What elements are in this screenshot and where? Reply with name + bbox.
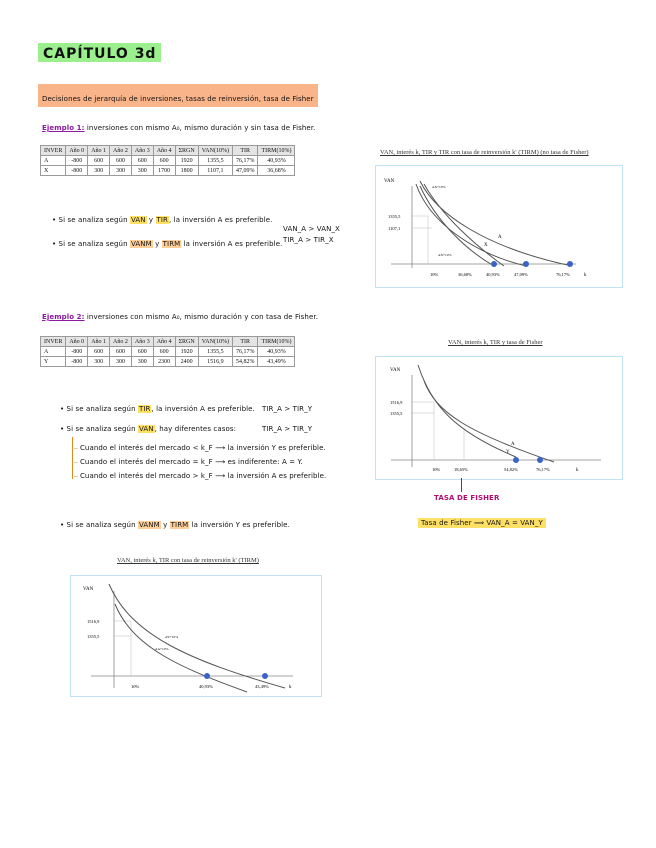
example1-side-note-1: VAN_A > VAN_X xyxy=(283,225,340,233)
x-tick-label: 47,09% xyxy=(514,272,528,277)
table-header: Año 2 xyxy=(110,146,132,156)
table-cell: -800 xyxy=(66,166,88,176)
curve-y xyxy=(418,365,516,457)
table-header: VAN(10%) xyxy=(198,337,232,347)
fisher-label: TASA DE FISHER xyxy=(434,494,500,502)
table-cell: 600 xyxy=(131,347,153,357)
note-text: la inversión Y es preferible. xyxy=(189,521,290,529)
fisher-note: Tasa de Fisher ⟹ VAN_A = VAN_Y xyxy=(418,518,546,528)
table-cell: 2400 xyxy=(175,357,198,367)
table-cell: 76,17% xyxy=(232,156,258,166)
example2-text: inversiones con mismo A₀, mismo duración y con tasa de Fisher. xyxy=(86,313,319,321)
example1-text: inversiones con mismo A₀, mismo duración y sin tasa de Fisher. xyxy=(86,124,316,132)
note-highlight: VAN xyxy=(138,425,154,433)
table-cell: 1800 xyxy=(175,166,198,176)
table-header-row xyxy=(41,337,295,347)
table-cell: 1355,5 xyxy=(198,347,232,357)
table-cell: 40,93% xyxy=(258,347,295,357)
table-row xyxy=(41,347,295,357)
table-header: Año 1 xyxy=(88,146,110,156)
case-1 xyxy=(74,444,326,453)
table-header: INVER xyxy=(41,337,66,347)
table-cell: 40,93% xyxy=(258,156,295,166)
x-tick-label: 40,93% xyxy=(199,684,213,689)
note-text: , hay diferentes casos: xyxy=(154,425,237,433)
example2-note-van xyxy=(60,425,236,433)
note-text: y xyxy=(146,216,156,224)
x-tick-label: 18,65% xyxy=(454,467,468,472)
note-text: , la inversión A es preferible. xyxy=(169,216,273,224)
y-tick-label: 1355,5 xyxy=(87,634,100,639)
example2-side-note-2: TIR_A > TIR_Y xyxy=(262,425,313,433)
example2-heading xyxy=(42,313,318,321)
y-tick-label: 1355,5 xyxy=(390,411,403,416)
table-header: INVER xyxy=(41,146,66,156)
curve-label: Y xyxy=(506,450,510,455)
note-text: • Si se analiza según xyxy=(52,240,130,248)
table-cell: 1355,5 xyxy=(198,156,232,166)
x-axis-label: k xyxy=(289,685,292,690)
x-tick-label: 54,82% xyxy=(504,467,518,472)
curve-a-tirm xyxy=(424,184,504,266)
table-cell: 47,09% xyxy=(232,166,258,176)
curve-a-tirm xyxy=(115,604,247,692)
curve-label: AA+10% xyxy=(155,647,169,651)
table-cell: 300 xyxy=(110,166,132,176)
table-row xyxy=(41,156,295,166)
table-cell: 1920 xyxy=(175,156,198,166)
case-3 xyxy=(74,472,326,481)
table-cell: 1700 xyxy=(153,166,175,176)
note-text: y xyxy=(152,240,162,248)
table-cell: -800 xyxy=(66,357,88,367)
curve-label: AX+10% xyxy=(438,253,452,257)
table-cell: X xyxy=(41,166,66,176)
note-highlight: TIRM xyxy=(162,240,181,248)
table-cell: Y xyxy=(41,357,66,367)
page-title: CAPÍTULO 3d xyxy=(43,46,157,62)
chart3-plot xyxy=(71,576,321,696)
note-text: • Si se analiza según xyxy=(60,425,138,433)
tirm-a-dot xyxy=(204,673,210,679)
case-2 xyxy=(74,458,303,467)
table-header: TIR xyxy=(232,337,258,347)
table-cell: 1920 xyxy=(175,347,198,357)
table-header: Año 3 xyxy=(131,337,153,347)
curve-label: A xyxy=(498,235,502,240)
table-cell: 600 xyxy=(153,347,175,357)
chart2-title: VAN, interés k, TIR y tasa de Fisher xyxy=(448,339,543,346)
tir-y-dot xyxy=(513,457,519,463)
chart2-plot xyxy=(376,357,622,479)
table-cell: -800 xyxy=(66,347,88,357)
case-bracket xyxy=(72,437,73,479)
table-cell: -800 xyxy=(66,156,88,166)
subtitle-highlight xyxy=(38,84,318,107)
table-header: TIR xyxy=(232,146,258,156)
table-row xyxy=(41,357,295,367)
chart2-box xyxy=(375,356,623,480)
x-tick-label: 36,68% xyxy=(458,272,472,277)
table-header: Año 4 xyxy=(153,146,175,156)
x-tick-label: 10% xyxy=(430,272,439,277)
table-header: Año 0 xyxy=(66,146,88,156)
table-cell: 54,82% xyxy=(232,357,258,367)
example2-label: Ejemplo 2: xyxy=(42,313,85,321)
table-cell: 300 xyxy=(131,166,153,176)
example2-note-tir xyxy=(60,405,255,413)
note-highlight: TIR xyxy=(138,405,151,413)
table-cell: 300 xyxy=(110,357,132,367)
table-cell: 600 xyxy=(153,156,175,166)
note-text: • Si se analiza según xyxy=(52,216,130,224)
note-highlight: VAN xyxy=(130,216,146,224)
x-tick-label: 43,49% xyxy=(255,684,269,689)
case-arrow: ⎯ xyxy=(74,458,78,466)
case-arrow: ⎯ xyxy=(74,444,78,452)
example1-side-note-2: TIR_A > TIR_X xyxy=(283,236,334,244)
y-tick-label: 1516,9 xyxy=(390,400,403,405)
curve-label: AY+10% xyxy=(165,635,179,639)
curve-a xyxy=(424,381,554,462)
chart3-title: VAN, interés k, TIR con tasa de reinversión k' (TIRM) xyxy=(117,557,259,564)
note-text: y xyxy=(160,521,170,529)
case-text: Cuando el interés del mercado > k_F ⟶ la inversión A es preferible. xyxy=(79,472,327,480)
example1-heading xyxy=(42,124,316,132)
example2-table xyxy=(40,336,295,367)
note-text: • Si se analiza según xyxy=(60,405,138,413)
table-cell: 43,49% xyxy=(258,357,295,367)
table-cell: 300 xyxy=(88,166,110,176)
x-tick-label: 40,93% xyxy=(486,272,500,277)
table-cell: 600 xyxy=(110,156,132,166)
table-cell: 600 xyxy=(88,156,110,166)
tirm-y-dot xyxy=(262,673,268,679)
table-cell: A xyxy=(41,156,66,166)
note-highlight: VANM xyxy=(138,521,160,529)
curve-x xyxy=(416,184,526,266)
table-cell: 300 xyxy=(88,357,110,367)
case-text: Cuando el interés del mercado = k_F ⟶ es indiferente: A = Y. xyxy=(79,458,303,466)
chart3-box xyxy=(70,575,322,697)
curve-label: X xyxy=(484,243,488,248)
note-highlight: VANM xyxy=(130,240,152,248)
table-cell: 300 xyxy=(131,357,153,367)
page-subtitle: Decisiones de jerarquía de inversiones, tasas de reinversión, tasa de Fisher xyxy=(42,95,314,103)
example2-note-vanm xyxy=(60,521,290,529)
table-cell: A xyxy=(41,347,66,357)
table-header: Año 2 xyxy=(110,337,132,347)
table-cell: 2300 xyxy=(153,357,175,367)
table-cell: 600 xyxy=(110,347,132,357)
y-tick-label: 1107,1 xyxy=(388,226,401,231)
tir-x-dot xyxy=(523,261,529,267)
y-tick-label: 1516,9 xyxy=(87,619,100,624)
table-header: Año 1 xyxy=(88,337,110,347)
y-axis-label: VAN xyxy=(83,587,94,592)
x-tick-label: 10% xyxy=(432,467,441,472)
fisher-arrow xyxy=(461,478,462,492)
chart1-box xyxy=(375,165,623,288)
tir-a-dot xyxy=(537,457,543,463)
x-tick-label: 76,17% xyxy=(556,272,570,277)
note-highlight: TIR xyxy=(156,216,169,224)
note-highlight: TIRM xyxy=(170,521,189,529)
table-header: ΣRGN xyxy=(175,337,198,347)
table-cell: 36,68% xyxy=(258,166,295,176)
table-cell: 76,17% xyxy=(232,347,258,357)
table-row xyxy=(41,166,295,176)
curve-label: AX+10% xyxy=(432,185,446,189)
table-header: Año 3 xyxy=(131,146,153,156)
chart1-plot xyxy=(376,166,622,287)
example1-label: Ejemplo 1: xyxy=(42,124,85,132)
case-text: Cuando el interés del mercado < k_F ⟶ la inversión Y es preferible. xyxy=(79,444,326,452)
tirm-x-dot xyxy=(491,261,497,267)
table-cell: 600 xyxy=(88,347,110,357)
note-text: la inversión A es preferible. xyxy=(181,240,283,248)
chart1-title: VAN, interés k, TIR y TIR con tasa de reinversión k' (TIRM) (no tasa de Fisher) xyxy=(380,149,589,156)
table-header: Año 4 xyxy=(153,337,175,347)
title-highlight xyxy=(38,43,161,62)
table-cell: 1516,9 xyxy=(198,357,232,367)
example1-table xyxy=(40,145,295,176)
example1-note-2 xyxy=(52,240,282,248)
case-arrow: ⎯ xyxy=(74,472,78,480)
y-tick-label: 1355,5 xyxy=(388,214,401,219)
table-header-row xyxy=(41,146,295,156)
note-text: • Si se analiza según xyxy=(60,521,138,529)
x-axis-label: k xyxy=(584,273,587,278)
table-cell: 1107,1 xyxy=(198,166,232,176)
x-axis-label: k xyxy=(576,468,579,473)
table-cell: 600 xyxy=(131,156,153,166)
example1-note-1 xyxy=(52,216,272,224)
table-header: TIRM(10%) xyxy=(258,146,295,156)
example2-side-note-1: TIR_A > TIR_Y xyxy=(262,405,313,413)
curve-label: A xyxy=(511,442,515,447)
table-header: ΣRGN xyxy=(175,146,198,156)
table-header: TIRM(10%) xyxy=(258,337,295,347)
note-text: , la inversión A es preferible. xyxy=(151,405,255,413)
table-header: Año 0 xyxy=(66,337,88,347)
y-axis-label: VAN xyxy=(384,179,395,184)
table-header: VAN(10%) xyxy=(198,146,232,156)
tir-a-dot xyxy=(567,261,573,267)
x-tick-label: 10% xyxy=(131,684,140,689)
y-axis-label: VAN xyxy=(390,368,401,373)
x-tick-label: 76,17% xyxy=(536,467,550,472)
